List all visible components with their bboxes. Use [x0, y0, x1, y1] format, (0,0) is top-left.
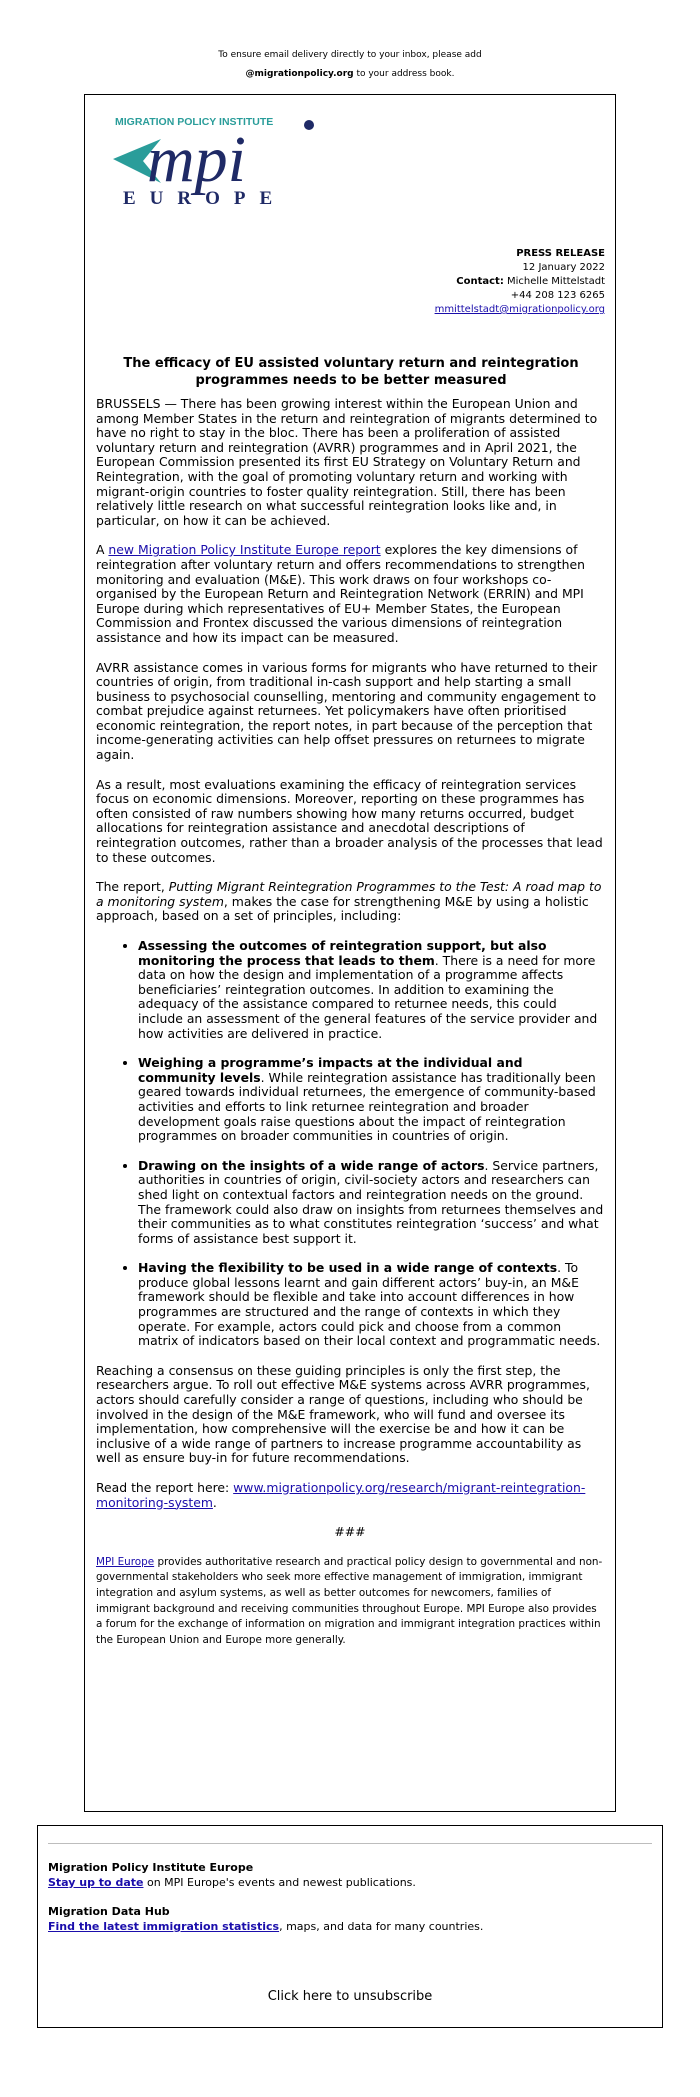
paragraph-4: As a result, most evaluations examining the efficacy of reintegration services focus on economic dimensions. Moreover, reporting on these programmes has often consisted of raw numbers showing how many returns occurred, budget allocations for reintegration assistance and anecdotal descriptions of reintegration outcomes, rather than a broader analysis of the processes that lead to these outcomes. [96, 776, 603, 865]
preheader-suffix: to your address book. [353, 69, 455, 79]
article-body [96, 397, 604, 1648]
logo-mark: mpi [147, 123, 246, 196]
footer-org-mpi: Migration Policy Institute Europe [48, 1861, 254, 1874]
preheader-line1: To ensure email delivery directly to your inbox, please add [218, 50, 482, 60]
footer-block-mpi [48, 1860, 416, 1890]
principles-list [96, 939, 604, 1349]
mpi-europe-logo [113, 115, 323, 207]
preheader [0, 46, 700, 84]
paragraph-2 [96, 543, 604, 645]
bullet-text: . Service partners, authorities in countries of origin, civil-society actors and researchers can shed light on contextual factors and reintegration needs on the ground. The framework could also draw on insights from returnees themselves and their communities as to what constitutes reintegration ‘success’ and what forms of assistance best support it. [138, 1157, 604, 1246]
paragraph-2-rest: explores the key dimensions of reintegration after voluntary return and offers recommendations to strengthen monitoring and evaluation (M&E). This work draws on four workshops co-organised by the European Return and Reintegration Network (ERRIN) and MPI Europe during which representatives of EU+ Member States, the European Commission and Frontex discussed the various dimensions of reintegration assistance and how its impact can be measured. [96, 542, 585, 645]
paragraph-7 [96, 1481, 604, 1510]
list-item [138, 1056, 604, 1144]
press-phone: +44 208 123 6265 [510, 290, 605, 301]
bullet-heading: Drawing on the insights of a wide range of actors [138, 1157, 485, 1173]
report-title: Putting Migrant Reintegration Programmes to the Test: A road map to a monitoring system [96, 879, 602, 909]
bullet-text: . To produce global lessons learnt and gain different actors’ buy-in, an M&E framework should be flexible and take into account differences in how programmes are structured and the range of contexts in which they operate. For example, actors could pick and choose from a common matrix of indicators based on their local context and programmatic needs. [138, 1260, 601, 1349]
press-release-card [84, 94, 616, 1812]
bullet-heading: Weighing a programme’s impacts at the individual and community levels [138, 1055, 523, 1085]
footer-org-datahub: Migration Data Hub [48, 1905, 170, 1918]
bullet-heading: Having the flexibility to be used in a wide range of contexts [138, 1260, 558, 1276]
paragraph-3: AVRR assistance comes in various forms for migrants who have returned to their countries of origin, from traditional in-cash support and help starting a small business to psychosocial counselling, mentoring and community engagement to combat prejudice against returnees. Yet policymakers have often prioritised economic reintegration, the report notes, in part because of the perception that income-generating activities can help offset pressures on returnees to migrate again. [96, 659, 598, 763]
list-item [138, 1159, 604, 1247]
mpi-europe-link[interactable]: MPI Europe [96, 1555, 155, 1568]
footer-text-2: , maps, and data for many countries. [279, 1920, 484, 1933]
list-item [138, 939, 604, 1041]
press-email-link[interactable]: mmittelstadt@migrationpolicy.org [434, 304, 605, 315]
bullet-text: . While reintegration assistance has traditionally been geared towards individual returnees, the emergence of community-based activities and efforts to link returnee reintegration and broader development goals raise questions about the impact of reintegration programmes on broader communities in countries of origin. [138, 1069, 596, 1144]
logo-dot [304, 120, 314, 130]
paragraph-7-prefix: Read the report here: [96, 1480, 234, 1495]
contact-name: Michelle Mittelstadt [503, 276, 605, 287]
press-label: PRESS RELEASE [516, 248, 605, 259]
about-text: provides authoritative research and practical policy design to governmental and non-governmental stakeholders who seek more effective management of immigration, immigrant integration and asylum systems, as well as better outcomes for newcomers, families of immigrant background and receiving communities throughout Europe. MPI Europe also provides a forum for the exchange of information on migration and immigrant integration practices within the European Union and Europe more generally. [96, 1555, 603, 1646]
paragraph-6: Reaching a consensus on these guiding principles is only the first step, the researchers argue. To roll out effective M&E systems across AVRR programmes, actors should carefully consider a range of questions, including who should be involved in the design of the M&E framework, who will fund and oversee its implementation, how comprehensive will the exercise be and how it can be inclusive of a wide range of partners to increase programme accountability as well as ensure buy-in for future recommendations. [96, 1362, 590, 1466]
paragraph-1: BRUSSELS — There has been growing interest within the European Union and among Member States in the return and reintegration of migrants determined to have no right to stay in the bloc. There has been a proliferation of assisted voluntary return and reintegration (AVRR) programmes and in April 2021, the European Commission presented its first EU Strategy on Voluntary Return and Reintegration, with the goal of promoting voluntary return and working with migrant-origin countries to foster quality reintegration. Still, there has been relatively little research on what successful reintegration looks like and, in particular, on how it can be achieved. [96, 396, 598, 528]
preheader-line2 [0, 65, 700, 84]
press-date: 12 January 2022 [522, 262, 605, 273]
stay-up-to-date-link[interactable]: Stay up to date [48, 1876, 144, 1889]
bullet-heading: Assessing the outcomes of reintegration support, but also monitoring the process that leads to them [138, 938, 547, 968]
headline: The efficacy of EU assisted voluntary return and reintegration programmes needs to be better measured [123, 356, 579, 388]
separator: ### [334, 1524, 366, 1540]
press-info [435, 247, 605, 317]
footer-block-datahub [48, 1904, 483, 1934]
logo-region: EUROPE [123, 188, 287, 207]
paragraph-2-prefix: A [96, 542, 109, 558]
bullet-text: . There is a need for more data on how the design and implementation of a programme affects beneficiaries’ reintegration outcomes. In addition to examining the adequacy of the assistance compared to returnee needs, this could include an assessment of the general features of the service provider and how activities are delivered in practice. [138, 952, 598, 1041]
contact-label: Contact: [456, 276, 504, 287]
immigration-statistics-link[interactable]: Find the latest immigration statistics [48, 1920, 280, 1933]
unsubscribe-link[interactable]: Click here to unsubscribe [267, 1989, 433, 2004]
logo-institute-text: MIGRATION POLICY INSTITUTE [115, 116, 274, 128]
email-footer [37, 1825, 663, 2028]
paragraph-5 [96, 880, 604, 924]
footer-divider [48, 1843, 652, 1844]
paragraph-7-suffix: . [212, 1494, 217, 1510]
paragraph-5-prefix: The report, [96, 879, 169, 895]
preheader-email[interactable]: @migrationpolicy.org [245, 69, 354, 79]
paragraph-5-rest: , makes the case for strengthening M&E by using a holistic approach, based on a set of principles, including: [96, 893, 589, 924]
read-report-link[interactable]: www.migrationpolicy.org/research/migrant-reintegration-monitoring-system [96, 1480, 586, 1510]
press-contact [435, 275, 605, 289]
footer-text-1: on MPI Europe's events and newest publications. [143, 1876, 416, 1889]
about-mpi-europe [96, 1555, 604, 1649]
list-item [138, 1261, 604, 1349]
report-link[interactable]: new Migration Policy Institute Europe report [108, 542, 381, 558]
